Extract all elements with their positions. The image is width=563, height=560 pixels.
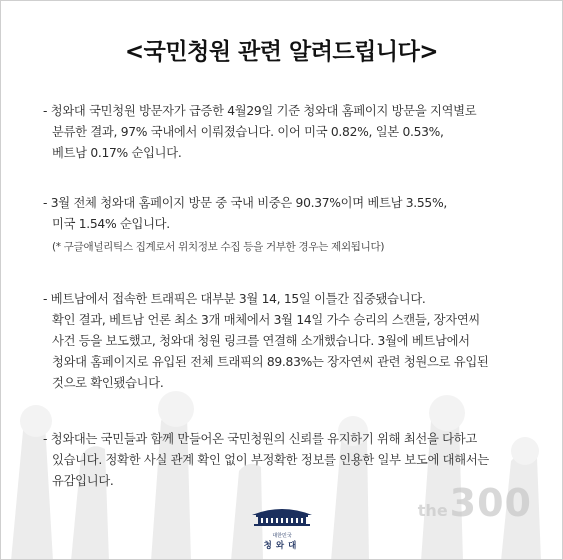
bullet-line: - 청와대 국민청원 방문자가 급증한 4월29일 기준 청와대 홈페이지 방문을 지역별로 bbox=[43, 104, 477, 118]
page-title: <국민청원 관련 알려드립니다> bbox=[124, 39, 439, 65]
bullet-line: 분류한 결과, 97% 국내에서 이뤄졌습니다. 이어 미국 0.82%, 일본 0.53%, bbox=[52, 125, 444, 139]
bullet-line: - 청와대는 국민들과 함께 만들어온 국민청원의 신뢰를 유지하기 위해 최선을 다하고 bbox=[43, 432, 477, 446]
logo-subtitle: 대한민국 bbox=[272, 533, 292, 539]
bullet-line: - 3월 전체 청와대 홈페이지 방문 중 국내 비중은 90.37%이며 베트남 3.55%, bbox=[43, 196, 447, 210]
watermark-small: the bbox=[417, 501, 448, 520]
bullet-item bbox=[43, 289, 544, 394]
bullet-line: 사건 등을 보도했고, 청와대 청원 링크를 연결해 소개했습니다. 3월에 베트남에서 bbox=[52, 334, 470, 348]
bullet-item bbox=[43, 193, 544, 258]
watermark-big: 300 bbox=[449, 481, 532, 525]
blue-house-icon bbox=[250, 505, 314, 527]
logo-name: 청와대 bbox=[263, 541, 301, 551]
bullet-line: 있습니다. 정확한 사실 관계 확인 없이 부정확한 정보를 인용한 일부 보도에 대해서는 bbox=[52, 453, 489, 467]
bullet-item bbox=[43, 101, 544, 164]
bullet-line: - 베트남에서 접속한 트래픽은 대부분 3월 14, 15일 이틀간 집중됐습니다. bbox=[43, 292, 426, 306]
bullet-line: 유감입니다. bbox=[52, 474, 114, 488]
the300-watermark bbox=[418, 481, 532, 525]
bullet-line: 미국 1.54% 순입니다. bbox=[52, 217, 170, 231]
bullet-line: 확인 결과, 베트남 언론 최소 3개 매체에서 3월 14일 가수 승리의 스캔들, 장자연씨 bbox=[52, 313, 480, 327]
footnote: (* 구글애널리틱스 집계로서 위치정보 수집 등을 거부한 경우는 제외됩니다) bbox=[52, 241, 385, 253]
bullet-line: 것으로 확인됐습니다. bbox=[52, 376, 164, 390]
bullet-line: 청와대 홈페이지로 유입된 전체 트래픽의 89.83%는 장자연씨 관련 청원으로 유입된 bbox=[52, 355, 489, 369]
cheongwadae-logo bbox=[247, 505, 317, 553]
bullet-line: 베트남 0.17% 순입니다. bbox=[52, 146, 182, 160]
